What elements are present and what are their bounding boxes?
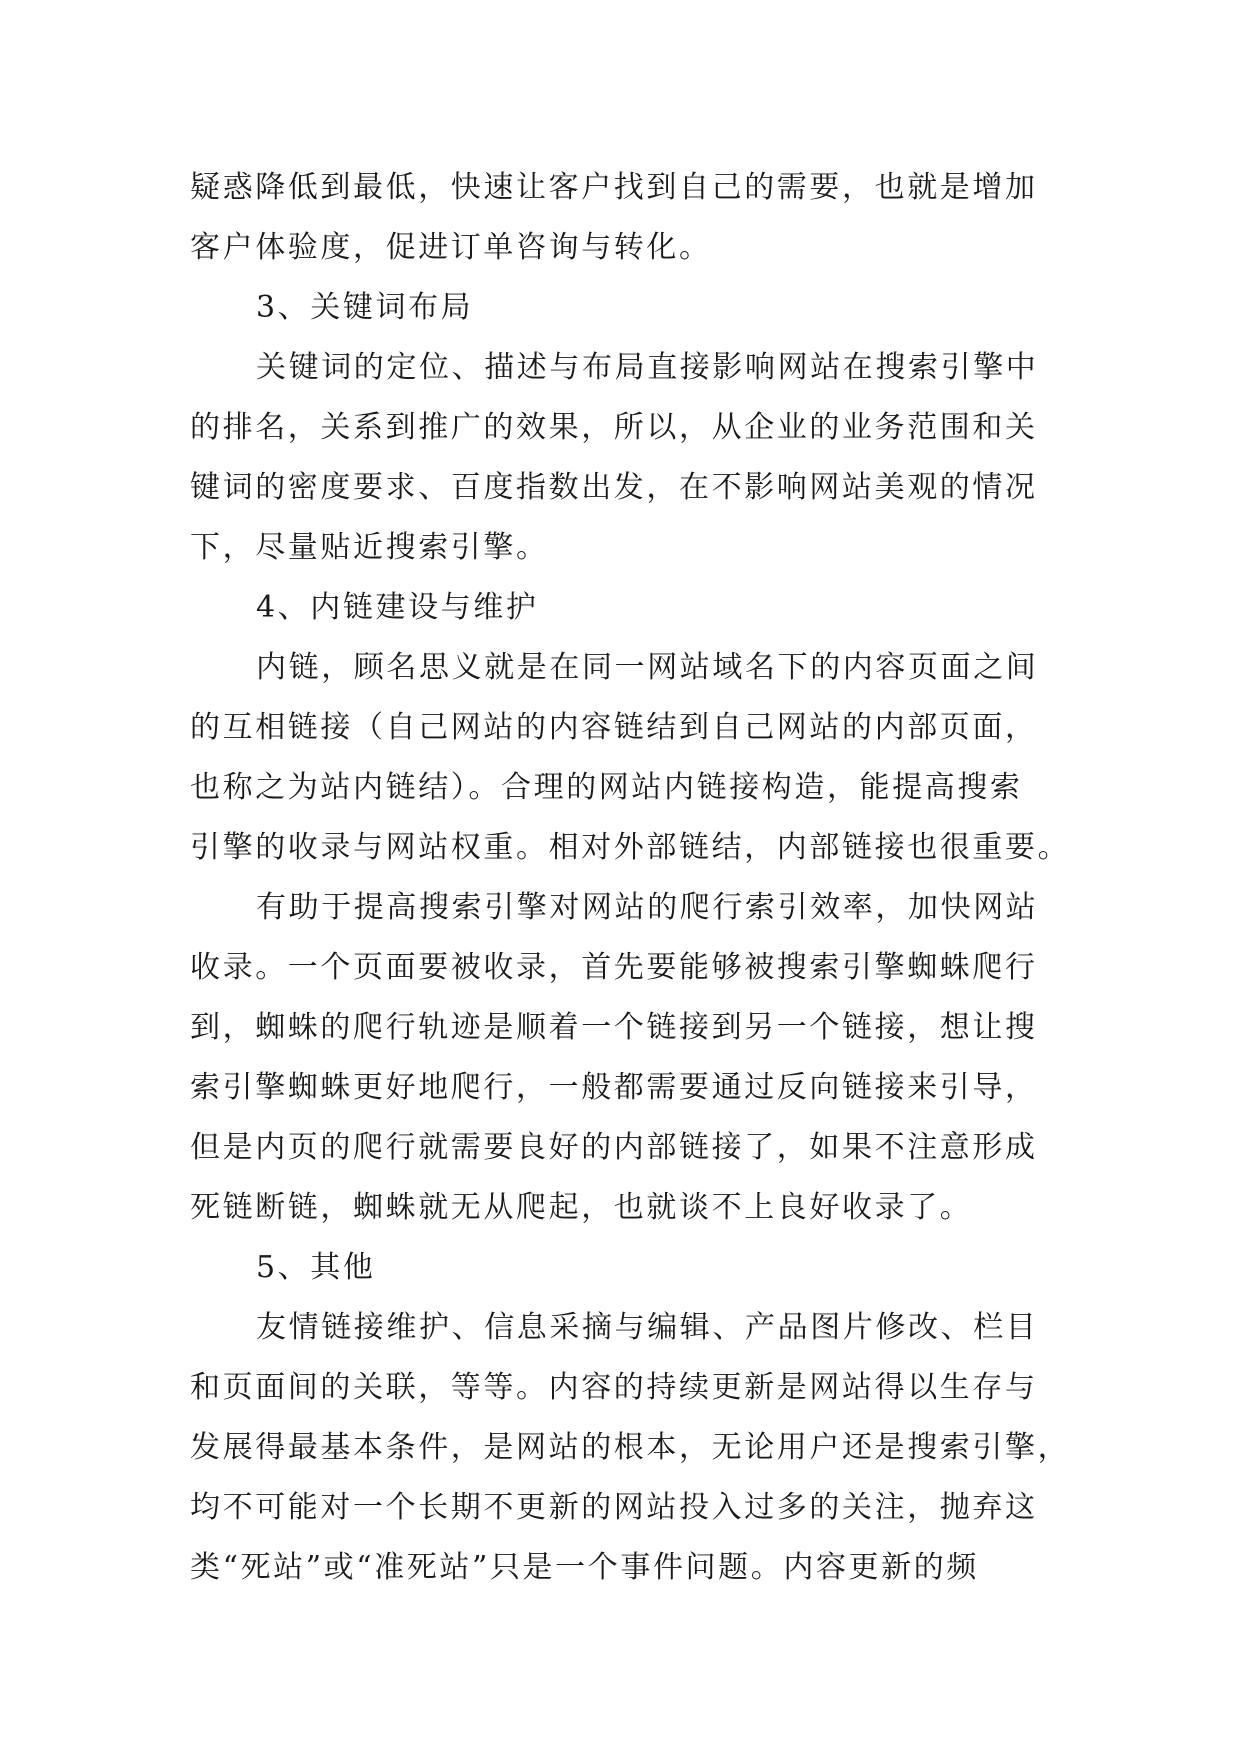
paragraph-line: 键词的密度要求、百度指数出发，在不影响网站美观的情况 [190, 470, 1038, 505]
paragraph-line: 友情链接维护、信息采摘与编辑、产品图片修改、栏目 [256, 1310, 1039, 1345]
paragraph-line: 引擎的收录与网站权重。相对外部链结，内部链接也很重要。 [190, 830, 1070, 865]
section-heading: 3、关键词布局 [256, 290, 474, 325]
paragraph-line: 有助于提高搜索引擎对网站的爬行索引效率，加快网站 [256, 890, 1039, 925]
paragraph-line: 均不可能对一个长期不更新的网站投入过多的关注，抛弃这 [190, 1490, 1038, 1525]
paragraph-line: 的排名，关系到推广的效果，所以，从企业的业务范围和关 [190, 410, 1038, 445]
paragraph-line: 索引擎蜘蛛更好地爬行，一般都需要通过反向链接来引导， [190, 1070, 1038, 1105]
paragraph-line: 到，蜘蛛的爬行轨迹是顺着一个链接到另一个链接，想让搜 [190, 1010, 1038, 1045]
paragraph-line: 类“死站”或“准死站”只是一个事件问题。内容更新的频 [190, 1550, 979, 1585]
document-body [190, 158, 1070, 1598]
paragraph-line: 关键词的定位、描述与布局直接影响网站在搜索引擎中 [256, 350, 1039, 385]
paragraph-line: 收录。一个页面要被收录，首先要能够被搜索引擎蜘蛛爬行 [190, 950, 1038, 985]
paragraph-line: 下，尽量贴近搜索引擎。 [190, 530, 549, 565]
paragraph-line: 内链，顾名思义就是在同一网站域名下的内容页面之间 [256, 650, 1039, 685]
section-heading: 4、内链建设与维护 [256, 590, 539, 625]
paragraph-line: 发展得最基本条件，是网站的根本，无论用户还是搜索引擎， [190, 1430, 1070, 1465]
paragraph-line: 死链断链，蜘蛛就无从爬起，也就谈不上良好收录了。 [190, 1190, 973, 1225]
paragraph-line: 的互相链接（自己网站的内容链结到自己网站的内部页面， [190, 710, 1038, 745]
paragraph-line: 和页面间的关联，等等。内容的持续更新是网站得以生存与 [190, 1370, 1038, 1405]
paragraph-line: 客户体验度，促进订单咨询与转化。 [190, 230, 712, 265]
paragraph-line: 疑惑降低到最低，快速让客户找到自己的需要，也就是增加 [190, 170, 1038, 205]
paragraph-line: 但是内页的爬行就需要良好的内部链接了，如果不注意形成 [190, 1130, 1038, 1165]
section-heading: 5、其他 [256, 1250, 376, 1285]
paragraph-line: 也称之为站内链结）。合理的网站内链接构造，能提高搜索 [190, 770, 1023, 805]
